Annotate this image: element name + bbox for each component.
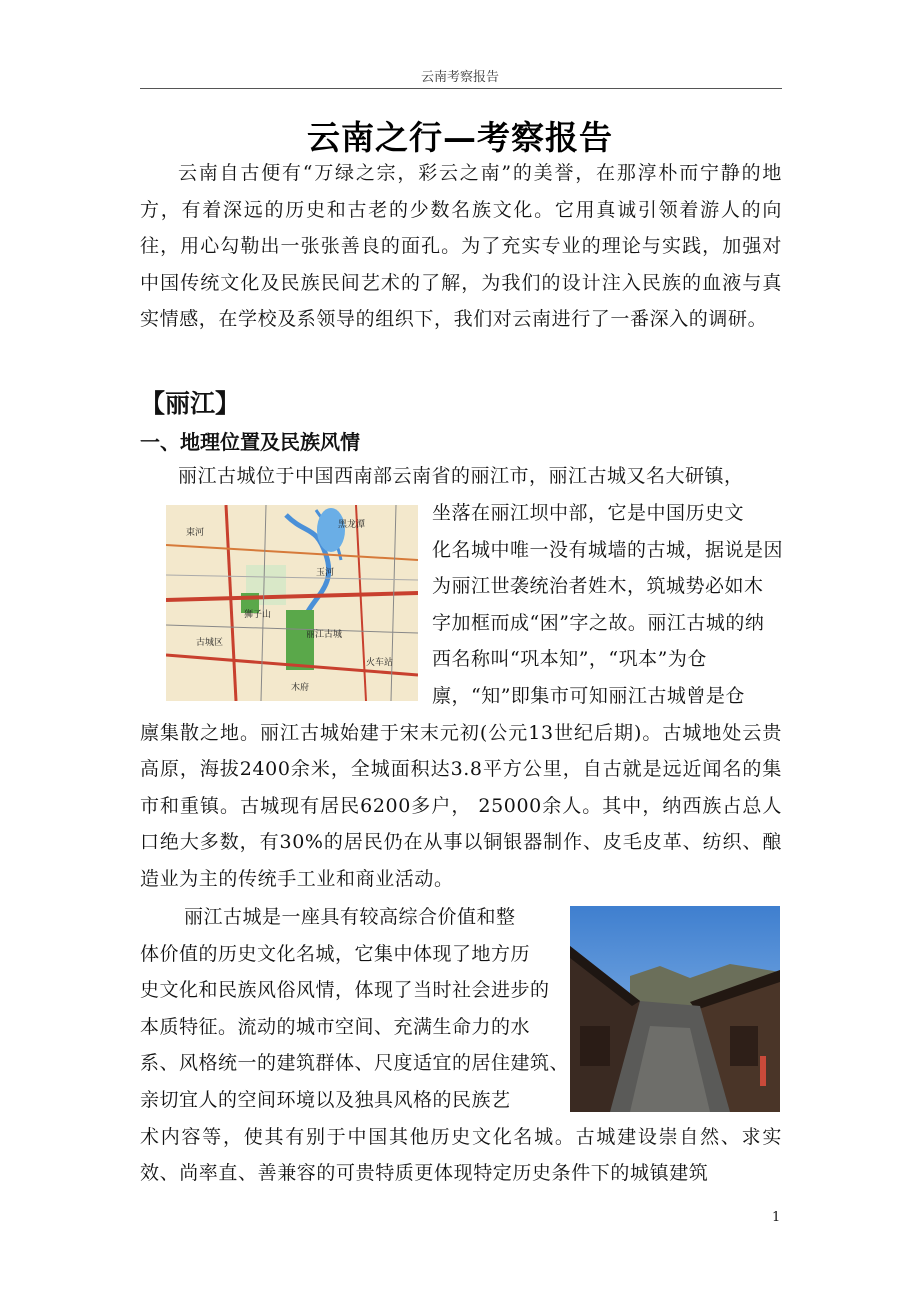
wrap-line: 亲切宜人的空间环境以及独具风格的民族艺	[140, 1089, 511, 1111]
intro-paragraph: 云南自古便有“万绿之宗，彩云之南”的美誉，在那淳朴而宁静的地方，有着深远的历史和古老的少数名族文化。它用真诚引领着游人的向往，用心勾勒出一张张善良的面孔。为了充实专业的理论与实践，加强对中国传统文化及民族民间艺术的了解，为我们的设计注入民族的血液与真实情感，在学校及系领导的组织下，我们对云南进行了一番深入的调研。	[140, 162, 782, 331]
page-title: 云南之行—考察报告	[307, 118, 613, 157]
wrap-line: 字加框而成“困”字之故。丽江古城的纳	[432, 611, 765, 634]
page-number: 1	[772, 1210, 781, 1225]
lijiang-first-line: 丽江古城位于中国西南部云南省的丽江市，丽江古城又名大研镇，	[178, 465, 744, 487]
wrap-line: 体价值的历史文化名城，它集中体现了地方历	[140, 942, 531, 965]
map-graphic	[166, 505, 418, 701]
wrap-line: 化名城中唯一没有城墙的古城，据说是因	[432, 538, 784, 561]
wrap-line: 系、风格统一的建筑群体、尺度适宜的居住建筑、	[140, 1052, 570, 1075]
subsection-heading-geography: 一、地理位置及民族风情	[140, 430, 360, 454]
wrap-line: 本质特征。流动的城市空间、充满生命力的水	[140, 1015, 531, 1038]
page-header: 云南考察报告	[420, 70, 499, 85]
wrap-line: 为丽江世袭统治者姓木，筑城势必如木	[432, 575, 764, 598]
map-label: 丽江古城	[306, 630, 343, 640]
map-label: 狮子山	[244, 610, 272, 620]
map-label: 木府	[291, 683, 310, 693]
map-label: 火车站	[366, 658, 394, 668]
wrap-line: 坐落在丽江坝中部，它是中国历史文	[432, 502, 745, 524]
map-label: 黑龙潭	[338, 520, 366, 530]
map-label: 古城区	[196, 638, 224, 648]
old-town-street-photo	[570, 906, 780, 1112]
wrap-line: 廪，“知”即集市可知丽江古城曾是仓	[432, 685, 745, 707]
wrap-line: 西名称叫“巩本知”，“巩本”为仓	[432, 648, 707, 671]
map-label: 束河	[186, 528, 205, 538]
lijiang-map-image	[166, 505, 418, 701]
wrap-line: 丽江古城是一座具有较高综合价值和整	[184, 906, 516, 928]
photo-graphic	[570, 906, 780, 1112]
section-heading-lijiang: 【丽江】	[140, 389, 241, 418]
wrap-line: 史文化和民族风俗风情，体现了当时社会进步的	[140, 979, 550, 1002]
map-label: 玉河	[316, 568, 335, 578]
header-rule	[140, 88, 782, 89]
value-paragraph-rest: 术内容等，使其有别于中国其他历史文化名城。古城建设崇自然、求实效、尚率直、善兼容的可贵特质更体现特定历史条件下的城镇建筑	[140, 1125, 782, 1185]
lijiang-paragraph-rest: 廪集散之地。丽江古城始建于宋末元初(公元13世纪后期)。古城地处云贵高原，海拔2400余米，全城面积达3.8平方公里，自古就是远近闻名的集市和重镇。古城现有居民6200多户， 25000余人。其中，纳西族占总人口绝大多数，有30%的居民仍在从事以铜银器制作、皮毛皮革、纺织、酿造业为主的传统手工业和商业活动。	[140, 721, 782, 890]
